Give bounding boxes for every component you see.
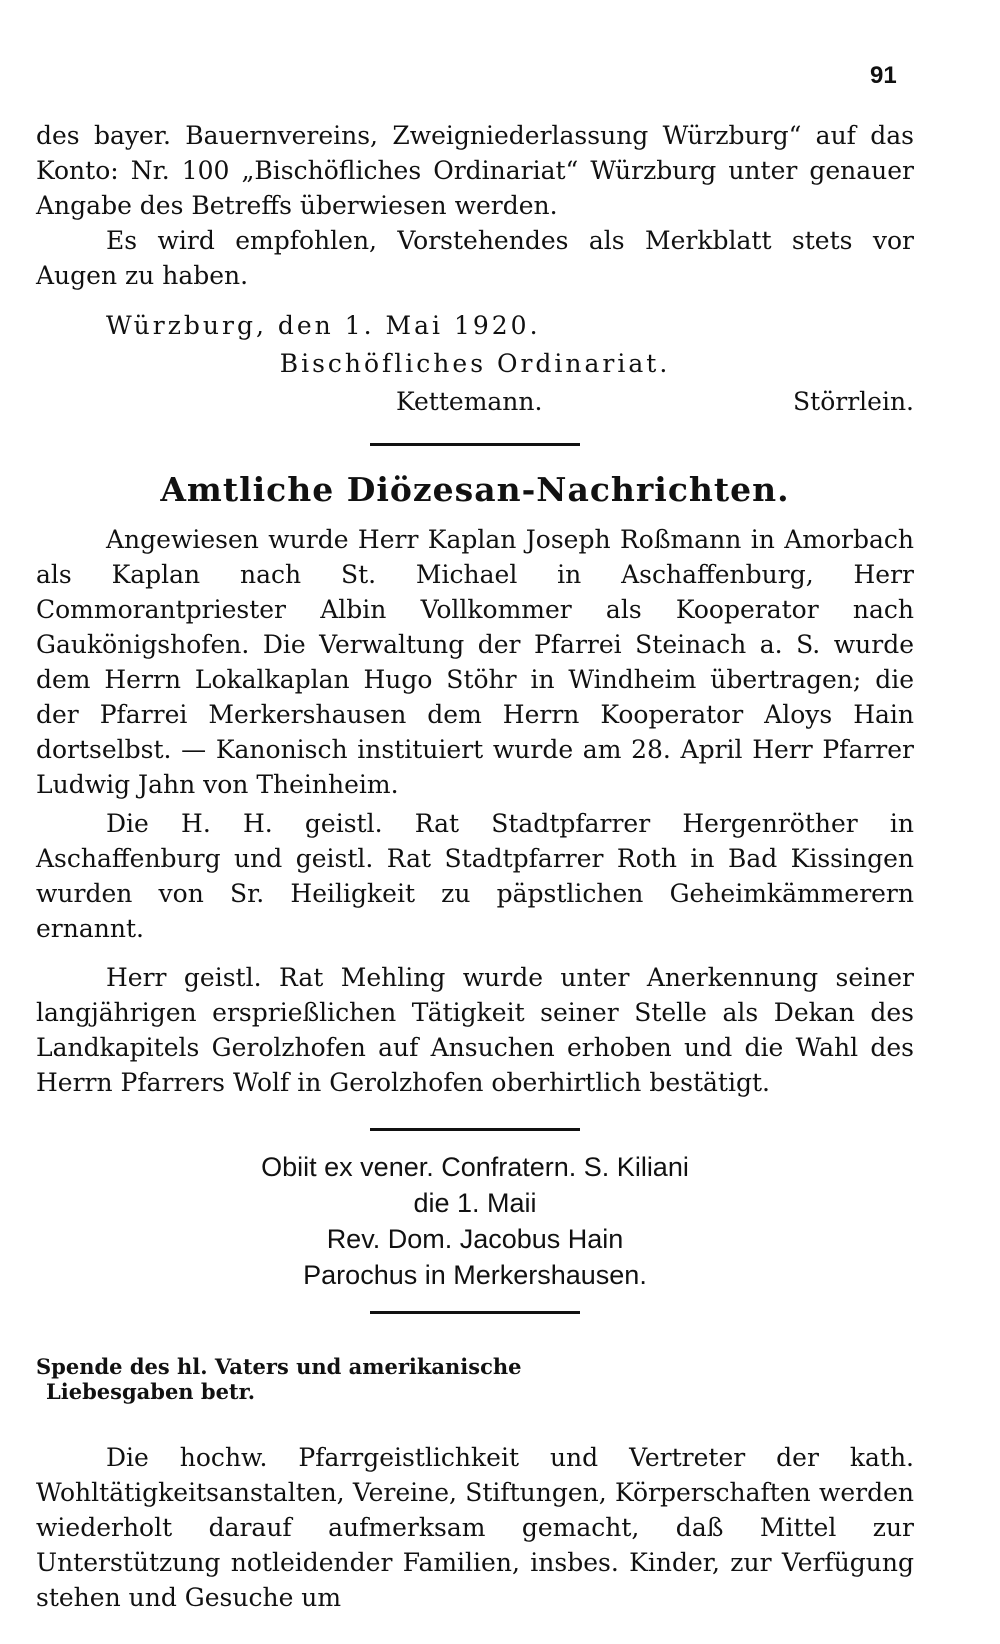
obituary-line: Rev. Dom. Jacobus Hain: [326, 1224, 624, 1254]
recommendation-paragraph: Es wird empfohlen, Vorstehendes als Merkblatt stets vor Augen zu haben.: [36, 226, 914, 290]
signatory-left: Kettemann.: [396, 387, 543, 416]
divider: [370, 1311, 580, 1314]
obituary-line: die 1. Maii: [413, 1188, 537, 1218]
appointments-paragraph: Angewiesen wurde Herr Kaplan Joseph Roßmann in Amorbach als Kaplan nach St. Michael in Aschaffenburg, Herr Commorantpriester Albin Vollkommer als Kooperator nach Gaukönigshofen. Die Verwaltung der Pfarrei Steinach a. S. wurde dem Herrn Lokalkaplan Hugo Stöhr in Windheim übertragen; die der Pfarrei Merkershausen dem Herrn Kooperator Aloys Hain dortselbst. — Kanonisch instituiert wurde am 28. April Herr Pfarrer Ludwig Jahn von Theinheim.: [36, 525, 914, 799]
divider: [370, 443, 580, 446]
honors-paragraph: Die H. H. geistl. Rat Stadtpfarrer Hergenröther in Aschaffenburg und geistl. Rat Stadtpfarrer Roth in Bad Kissingen wurden von Sr. Heiligkeit zu päpstlichen Geheimkämmerern ernannt.: [36, 809, 914, 943]
obituary-notice: [36, 1149, 914, 1293]
signature-block: [36, 307, 914, 421]
donations-paragraph: Die hochw. Pfarrgeistlichkeit und Vertreter der kath. Wohltätigkeitsanstalten, Vereine, Stiftungen, Körperschaften werden wiederholt darauf aufmerksam gemacht, daß Mittel zur Unterstützung notleidender Familien, insbes. Kinder, zur Verfügung stehen und Gesuche um: [36, 1443, 914, 1612]
subject-heading: [36, 1354, 914, 1404]
divider: [370, 1128, 580, 1131]
subject-line: Liebesgaben betr.: [46, 1379, 256, 1404]
dean-paragraph: Herr geistl. Rat Mehling wurde unter Anerkennung seiner langjährigen ersprießlichen Tätigkeit seiner Stelle als Dekan des Landkapitels Gerolzhofen auf Ansuchen erhoben und die Wahl des Herrn Pfarrers Wolf in Gerolzhofen oberhirtlich bestätigt.: [36, 963, 914, 1097]
section-title: Amtliche Diözesan-Nachrichten.: [160, 470, 790, 509]
page-content: [36, 118, 914, 1615]
signatories: [36, 383, 914, 421]
page-number: 91: [870, 62, 897, 89]
subject-line: Spende des hl. Vaters und amerikanische: [36, 1354, 522, 1379]
obituary-line: Parochus in Merkershausen.: [303, 1260, 647, 1290]
intro-paragraph: des bayer. Bauernvereins, Zweigniederlassung Würzburg“ auf das Konto: Nr. 100 „Bischöfliches Ordinariat“ Würzburg unter genauer Angabe des Betreffs überwiesen werden.: [36, 121, 914, 220]
place-date: Würzburg, den 1. Mai 1920.: [106, 311, 541, 340]
obituary-line: Obiit ex vener. Confratern. S. Kiliani: [261, 1152, 689, 1182]
signatory-right: Störrlein.: [793, 387, 914, 416]
issuing-office: Bischöfliches Ordinariat.: [279, 349, 671, 378]
